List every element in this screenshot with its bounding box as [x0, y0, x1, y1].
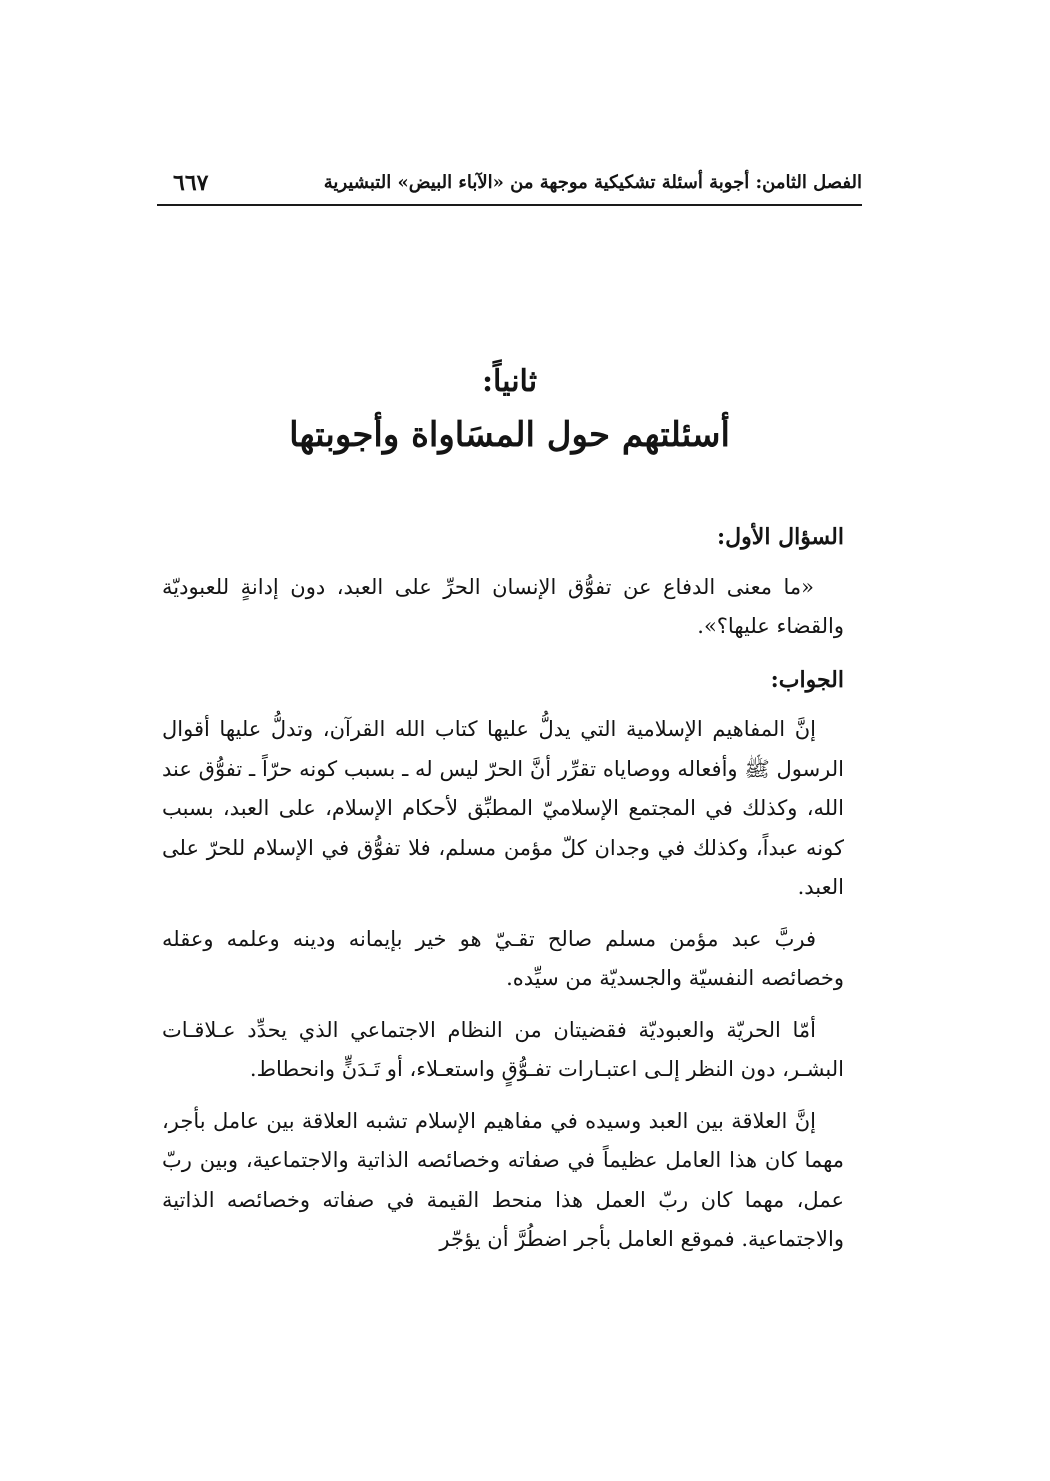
header-rule — [157, 204, 862, 206]
section-heading-number: ثانياً: — [481, 364, 538, 399]
answer-label: الجواب: — [770, 666, 844, 693]
answer-paragraph: فربَّ عبد مؤمن مسلم صالح تقـيّ هو خير بإيمانه ودينه وعلمه وعقله وخصائصه النفسيّة والجسديّة من سيِّده. — [162, 926, 844, 990]
body-text — [162, 518, 844, 1272]
running-title: الفصل الثامن: أجوبة أسئلة تشكيكية موجهة من «الآباء البيض» التبشيرية — [323, 172, 862, 193]
question-text: «ما معنى الدفاع عن تفوُّق الإنسان الحرِّ على العبد، دون إدانةٍ للعبوديّة والقضاء عليها؟». — [162, 574, 844, 638]
answer-paragraph: أمّا الحريّة والعبوديّة فقضيتان من النظام الاجتماعي الذي يحدِّد عـلاقـات البشـر، دون النظر إلـى اعتبـارات تفـوُّقٍ واستعـلاء، أو تَـدَنٍّ وانحطاط. — [162, 1017, 844, 1081]
answer-paragraph: إنَّ المفاهيم الإسلامية التي يدلُّ عليها كتاب الله القرآن، وتدلُّ عليها أقوال الرسول ﷺ وأفعاله ووصاياه تقرِّر أنَّ الحرّ ليس له ـ بسبب كونه حرّاً ـ تفوُّق عند الله، وكذلك في المجتمع الإسلاميّ المطبِّق لأحكام الإسلام، على العبد، بسبب كونه عبداً، وكذلك في وجدان كلّ مؤمن مسلم، فلا تفوُّق في الإسلام للحرّ على العبد. — [162, 717, 844, 899]
section-heading — [157, 358, 862, 464]
section-heading-title: أسئلتهم حول المسَاواة وأجوبتها — [289, 415, 730, 455]
answer-paragraph: إنَّ العلاقة بين العبد وسيده في مفاهيم الإسلام تشبه العلاقة بين عامل بأجر، مهما كان هذا العامل عظيماً في صفاته وخصائصه الذاتية والاجتماعية، وبين ربّ عمل، مهما كان ربّ العمل هذا منحط القيمة في صفاته وخصائصه الذاتية والاجتماعية. فموقع العامل بأجر اضطُرَّ أن يؤجّر — [162, 1108, 844, 1251]
question-label: السؤال الأول: — [717, 524, 844, 550]
page-number: ٦٦٧ — [173, 170, 209, 196]
running-header — [157, 168, 862, 204]
